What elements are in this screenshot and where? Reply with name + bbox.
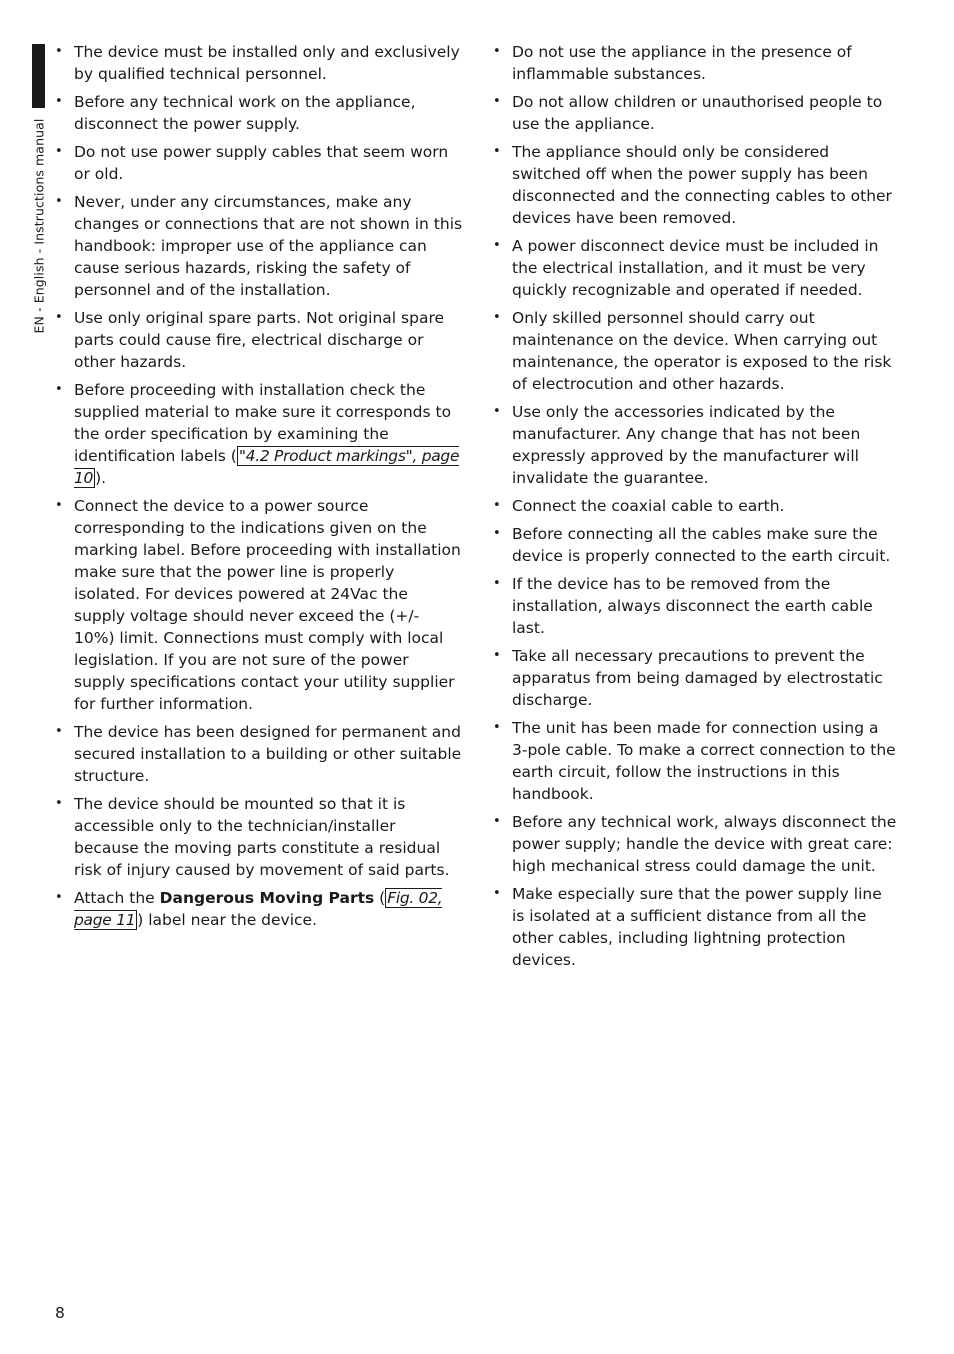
list-item: • Connect the coaxial cable to earth.	[493, 495, 898, 517]
check-text-before: Before proceeding with installation check the supplied material to make sure it corresponds to the order specification by examining the identification labels (	[74, 381, 452, 465]
list-item: • A power disconnect device must be included in the electrical installation, and it must be very quickly recognizable and operated if needed.	[493, 235, 898, 301]
dangerous-moving-parts-label: Dangerous Moving Parts	[159, 889, 375, 907]
list-item: • Use only the accessories indicated by the manufacturer. Any change that has not been expressly approved by the manufacturer will invalidate the guarantee.	[493, 401, 898, 489]
list-item: • Make especially sure that the power supply line is isolated at a sufficient distance from all the other cables, including lightning protection devices.	[493, 883, 898, 971]
attach-text-mid: (	[374, 889, 386, 907]
page-number: 8	[55, 1304, 65, 1322]
list-item: • Do not use the appliance in the presence of inflammable substances.	[493, 41, 898, 85]
list-item: • The unit has been made for connection using a 3-pole cable. To make a correct connection to the earth circuit, follow the instructions in this handbook.	[493, 717, 898, 805]
list-item-attach-label	[55, 887, 463, 931]
list-item: • Never, under any circumstances, make any changes or connections that are not shown in this handbook: improper use of the appliance can cause serious hazards, risking the safety of personnel and of the installation.	[55, 191, 463, 301]
list-item: • The appliance should only be considered switched off when the power supply has been disconnected and the connecting cables to other devices have been removed.	[493, 141, 898, 229]
right-column-list	[493, 41, 898, 977]
list-item: • Only skilled personnel should carry out maintenance on the device. When carrying out maintenance, the operator is exposed to the risk of electrocution and other hazards.	[493, 307, 898, 395]
list-item: • The device should be mounted so that it is accessible only to the technician/installer because the moving parts constitute a residual risk of injury caused by movement of said parts.	[55, 793, 463, 881]
list-item: • If the device has to be removed from the installation, always disconnect the earth cable last.	[493, 573, 898, 639]
left-column-list	[55, 41, 463, 937]
list-item: • Before connecting all the cables make sure the device is properly connected to the earth circuit.	[493, 523, 898, 567]
list-item: • Take all necessary precautions to prevent the apparatus from being damaged by electrostatic discharge.	[493, 645, 898, 711]
attach-text-after: ) label near the device.	[137, 911, 318, 929]
check-text-after: ).	[95, 469, 107, 487]
list-item: • Connect the device to a power source corresponding to the indications given on the marking label. Before proceeding with installation make sure that the power line is properly isolated. For devices powered at 24Vac the supply voltage should never exceed the (+/- 10%) limit. Connections must comply with local legislation. If you are not sure of the power supply specifications contact your utility supplier for further information.	[55, 495, 463, 715]
list-item: • Before any technical work on the appliance, disconnect the power supply.	[55, 91, 463, 135]
product-markings-link[interactable]: "4.2 Product markings", page 10	[74, 447, 460, 487]
list-item: • The device has been designed for permanent and secured installation to a building or other suitable structure.	[55, 721, 463, 787]
list-item: • Do not use power supply cables that seem worn or old.	[55, 141, 463, 185]
list-item: • Before any technical work, always disconnect the power supply; handle the device with great care: high mechanical stress could damage the unit.	[493, 811, 898, 877]
side-section-label: EN - English - Instructions manual	[31, 118, 47, 334]
list-item-check-material	[55, 379, 463, 489]
section-marker-bar	[32, 44, 45, 108]
attach-text-before: Attach the	[74, 889, 160, 907]
list-item: • Use only original spare parts. Not original spare parts could cause fire, electrical discharge or other hazards.	[55, 307, 463, 373]
fig-02-link[interactable]: Fig. 02, page 11	[74, 889, 443, 929]
list-item: • Do not allow children or unauthorised people to use the appliance.	[493, 91, 898, 135]
list-item: • The device must be installed only and exclusively by qualified technical personnel.	[55, 41, 463, 85]
